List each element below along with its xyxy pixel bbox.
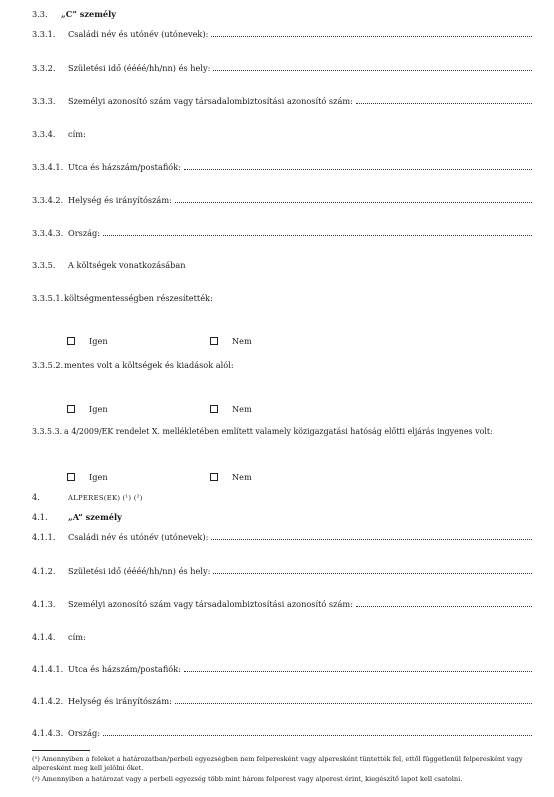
fill-in-line[interactable] <box>184 664 532 672</box>
fill-in-line[interactable] <box>211 29 532 37</box>
fill-in-line[interactable] <box>175 195 532 203</box>
form-field-row: 4.1.4.2. Helység és irányítószám: <box>32 696 532 709</box>
checkbox-yes[interactable]: Igen <box>67 404 108 414</box>
form-field-row: 4.1.4.1. Utca és házszám/postafiók: <box>32 664 532 677</box>
footnote-divider <box>32 750 90 751</box>
form-field-row: 4.1.2. Születési idő (éééé/hh/nn) és hely: <box>32 566 532 579</box>
checkbox-yes[interactable]: Igen <box>67 472 108 482</box>
checkbox-box[interactable] <box>210 473 218 481</box>
checkbox-box[interactable] <box>210 405 218 413</box>
form-field-row: 3.3.4.2. Helység és irányítószám: <box>32 195 532 208</box>
form-field-row: 4.1.4.3. Ország: <box>32 728 532 741</box>
section-3-3-header: 3.3. „C” személy <box>32 9 116 19</box>
fill-in-line[interactable] <box>356 599 532 607</box>
section-title: ALPERES(EK) <box>68 494 121 502</box>
costs-section-header: 3.3.5. A költségek vonatkozásában <box>32 260 186 270</box>
fill-in-line[interactable] <box>356 96 532 104</box>
form-field-row: 4.1.1. Családi név és utónév (utónevek): <box>32 532 532 545</box>
checkbox-yes[interactable]: Igen <box>67 336 108 346</box>
checkbox-box[interactable] <box>210 337 218 345</box>
costs-question-1: 3.3.5.1. költségmentességben részesítették: <box>32 293 213 303</box>
form-field-row: 4.1.4. cím: <box>32 632 86 642</box>
fill-in-line[interactable] <box>213 63 532 71</box>
costs-question-2: 3.3.5.2. mentes volt a költségek és kiadások alól: <box>32 360 234 370</box>
form-field-row: 3.3.1. Családi név és utónév (utónevek): <box>32 29 532 42</box>
form-field-row: 3.3.4. cím: <box>32 129 86 139</box>
fill-in-line[interactable] <box>213 566 532 574</box>
checkbox-box[interactable] <box>67 405 75 413</box>
checkbox-no[interactable]: Nem <box>210 336 252 346</box>
section-4-header: 4. ALPERES(EK) (¹) (²) <box>32 492 143 502</box>
footnote-refs: (¹) (²) <box>122 494 143 502</box>
form-field-row: 3.3.4.3. Ország: <box>32 228 532 241</box>
form-field-row: 3.3.4.1. Utca és házszám/postafiók: <box>32 162 532 175</box>
checkbox-box[interactable] <box>67 337 75 345</box>
fill-in-line[interactable] <box>175 696 532 704</box>
checkbox-box[interactable] <box>67 473 75 481</box>
checkbox-no[interactable]: Nem <box>210 404 252 414</box>
checkbox-no[interactable]: Nem <box>210 472 252 482</box>
footnote-2: (²) Amennyiben a határozat vagy a perbeli egyezség több mint három felperest vagy alperest érint, kiegészítő lapot kell csatolni. <box>32 775 463 783</box>
form-field-row: 4.1.3. Személyi azonosító szám vagy társadalombiztosítási azonosító szám: <box>32 599 532 612</box>
costs-question-3: 3.3.5.3. a 4/2009/EK rendelet X. mellékletében említett valamely közigazgatási hatóság előtti eljárás ingyenes volt: <box>32 427 493 436</box>
section-title: „A” személy <box>68 512 122 522</box>
footnote-1: (¹) Amennyiben a feleket a határozatban/perbeli egyezségben nem felperesként vagy alperesként tüntették fel, ettől függetlenül felperesként vagy alperesként meg kell jelölni őket. <box>32 755 523 772</box>
fill-in-line[interactable] <box>184 162 532 170</box>
fill-in-line[interactable] <box>103 728 532 736</box>
form-field-row: 3.3.2. Születési idő (éééé/hh/nn) és hely: <box>32 63 532 76</box>
form-field-row: 3.3.3. Személyi azonosító szám vagy társadalombiztosítási azonosító szám: <box>32 96 532 109</box>
fill-in-line[interactable] <box>103 228 532 236</box>
section-4-1-header: 4.1. „A” személy <box>32 512 122 522</box>
section-title: „C” személy <box>61 9 116 19</box>
fill-in-line[interactable] <box>211 532 532 540</box>
